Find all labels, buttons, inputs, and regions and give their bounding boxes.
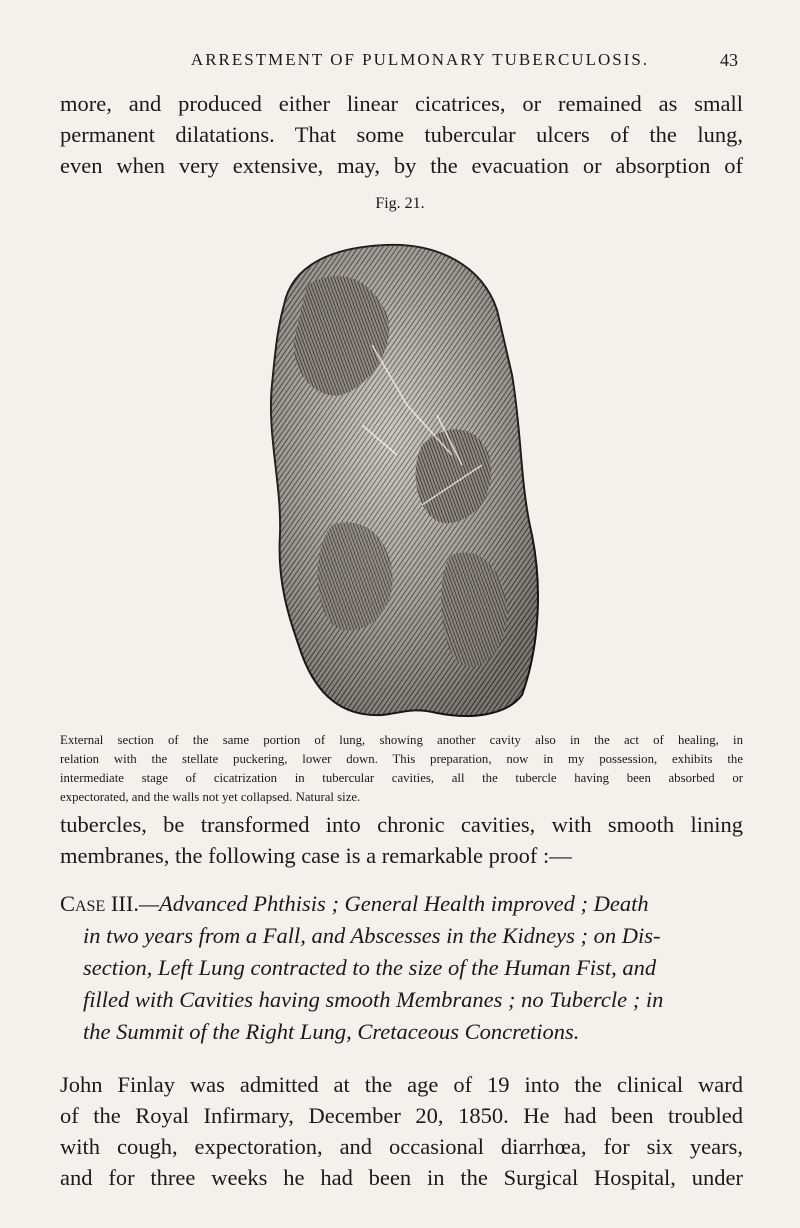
figure-label: Fig. 21. xyxy=(375,195,425,212)
caption-line: intermediate stage of cicatrization in tubercular cavities, all the tubercle having been absorbed or xyxy=(60,771,743,785)
figure-caption xyxy=(60,731,743,807)
caption-line: External section of the same portion of lung, showing another cavity also in the act of healing, in xyxy=(60,733,743,747)
running-title: ARRESTMENT OF PULMONARY TUBERCULOSIS. xyxy=(190,50,650,69)
text-line: permanent dilatations. That some tubercular ulcers of the lung, xyxy=(60,122,743,147)
case-title-line: section, Left Lung contracted to the size of the Human Fist, and xyxy=(83,955,657,980)
case-title-line: filled with Cavities having smooth Membranes ; no Tubercle ; in xyxy=(83,987,664,1012)
case-title-line: in two years from a Fall, and Abscesses in the Kidneys ; on Dis- xyxy=(83,923,661,948)
text-line: more, and produced either linear cicatrices, or remained as small xyxy=(60,91,743,116)
case-title-line: the Summit of the Right Lung, Cretaceous Concretions. xyxy=(83,1019,580,1044)
text-line: membranes, the following case is a remarkable proof :— xyxy=(60,843,572,868)
caption-line: relation with the stellate puckering, lower down. This preparation, now in my possession, exhibits the xyxy=(60,752,743,766)
text-line: even when very extensive, may, by the evacuation or absorption of xyxy=(60,153,743,178)
text-line: John Finlay was admitted at the age of 19 into the clinical ward xyxy=(60,1072,743,1097)
running-head xyxy=(0,50,800,70)
text-line: with cough, expectoration, and occasional diarrhœa, for six years, xyxy=(60,1134,743,1159)
text-line: of the Royal Infirmary, December 20, 1850. He had been troubled xyxy=(60,1103,743,1128)
case-title-line: —Advanced Phthisis ; General Health improved ; Death xyxy=(138,891,649,916)
paragraph-1 xyxy=(60,88,743,181)
page-number: 43 xyxy=(720,50,738,70)
text-line: and for three weeks he had been in the Surgical Hospital, under xyxy=(60,1165,743,1190)
case-number: Case III. xyxy=(60,891,139,916)
text-line: tubercles, be transformed into chronic cavities, with smooth lining xyxy=(60,812,743,837)
paragraph-3 xyxy=(60,1069,743,1193)
caption-line: expectorated, and the walls not yet collapsed. Natural size. xyxy=(60,790,361,804)
lung-section-illustration xyxy=(222,225,582,725)
case-heading xyxy=(60,888,743,1048)
paragraph-2 xyxy=(60,809,743,871)
